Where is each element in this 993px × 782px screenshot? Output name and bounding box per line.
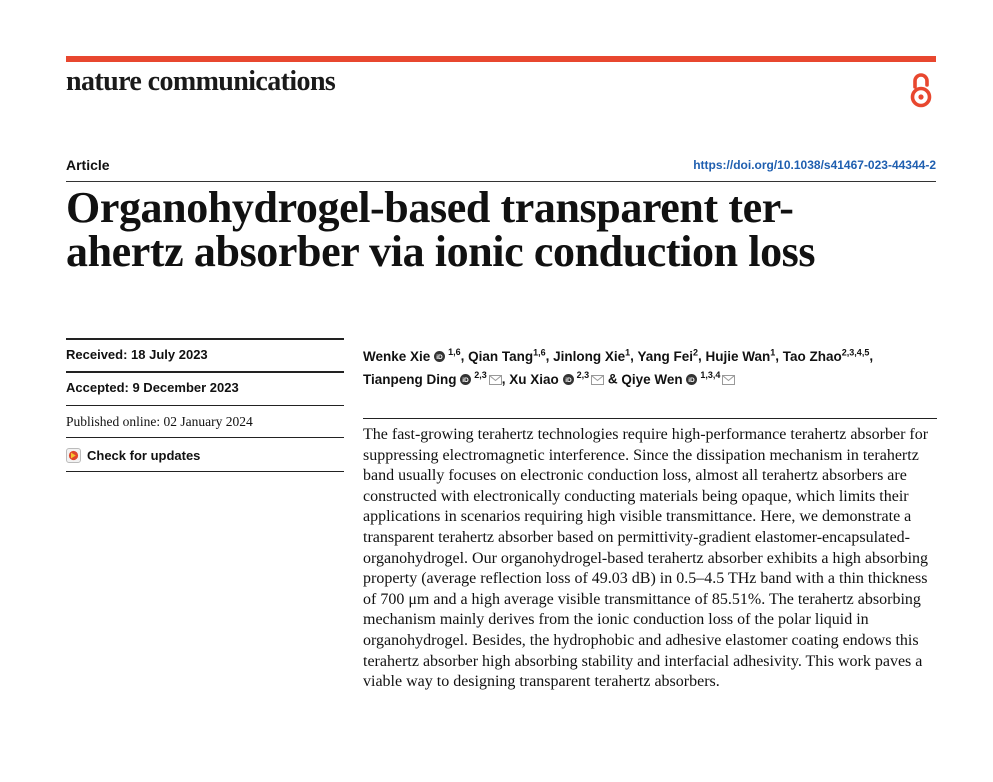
affiliation-sup: 1 <box>625 347 631 357</box>
email-icon[interactable] <box>591 375 604 385</box>
author-name[interactable] <box>553 349 630 364</box>
article-type: Article <box>66 157 110 173</box>
author-label: Wenke Xie <box>363 348 431 364</box>
check-updates-label: Check for updates <box>87 448 201 463</box>
received-date: Received: 18 July 2023 <box>66 347 208 362</box>
orcid-icon[interactable] <box>434 351 445 362</box>
author-name[interactable] <box>706 349 776 364</box>
affiliation-sup: 1,6 <box>448 347 461 357</box>
author-label: Hujie Wan <box>705 348 771 364</box>
author-name[interactable] <box>468 349 546 364</box>
affiliation-sup: 2,3,4,5 <box>841 347 870 357</box>
author-name[interactable] <box>621 372 735 387</box>
orcid-icon[interactable] <box>563 374 574 385</box>
author-label: Tao Zhao <box>782 348 842 364</box>
accent-bar <box>66 56 936 62</box>
title-line: Organohydrogel-based transparent ter- <box>66 183 794 232</box>
affiliation-sup: 1,3,4 <box>700 370 721 380</box>
check-for-updates-button[interactable] <box>66 448 200 463</box>
divider <box>66 338 344 340</box>
author-label: Qiye Wen <box>621 371 683 387</box>
author-name[interactable] <box>509 372 604 387</box>
author-name[interactable] <box>363 372 502 387</box>
affiliation-sup: 1,6 <box>533 347 546 357</box>
author-label: Tianpeng Ding <box>363 371 457 387</box>
divider <box>66 437 344 438</box>
author-label: Qian Tang <box>468 348 534 364</box>
author-name[interactable] <box>637 349 698 364</box>
orcid-icon[interactable] <box>460 374 471 385</box>
title-line: ahertz absorber via ionic conduction loss <box>66 227 816 276</box>
divider <box>363 418 937 419</box>
svg-text:iD: iD <box>688 376 696 384</box>
divider <box>66 181 936 182</box>
author-separator: , <box>630 348 638 364</box>
check-updates-icon <box>66 448 81 463</box>
author-list <box>363 343 938 389</box>
published-date: Published online: 02 January 2024 <box>66 414 253 429</box>
doi-link[interactable]: https://doi.org/10.1038/s41467-023-44344-2 <box>693 158 936 172</box>
orcid-icon[interactable] <box>686 374 697 385</box>
affiliation-sup: 2 <box>692 347 698 357</box>
author-separator: , <box>869 348 874 364</box>
author-separator: , <box>501 371 510 387</box>
affiliation-sup: 1 <box>770 347 776 357</box>
abstract: The fast-growing terahertz technologies require high-performance terahertz absorber for suppressing electromagnetic interference. Since the dissipation mechanism in terahertz band usually focuses on electronic conduction loss, almost all terahertz absorbers are constructed with electronically conducting materials being opaque, which limits their applications in scenarios requiring high visible transmittance. Here, we demonstrate a transparent terahertz absorber based on permittivity-gradient elastomer-encapsulated-organohydrogel. Our organohydrogel-based terahertz absorber exhibits a high absorbing property (average reflection loss of 49.03 dB) in 0.5–4.5 THz band with a thin thickness of 700 μm and a high average visible transmittance of 85.51%. The terahertz absorbing mechanism mainly derives from the ionic conduction loss of the polar liquid in organohydrogel. Besides, the hydrophobic and adhesive elastomer coating endows this terahertz absorber high absorbing stability and interfacial adhesivity. This work paves a viable way to designing transparent terahertz absorbers. <box>363 426 929 691</box>
author-name[interactable] <box>363 349 461 364</box>
svg-text:iD: iD <box>462 376 470 384</box>
author-separator: , <box>545 348 554 364</box>
author-separator: , <box>775 348 783 364</box>
svg-text:iD: iD <box>436 353 443 361</box>
author-label: Jinlong Xie <box>553 348 626 364</box>
affiliation-sup: 2,3 <box>474 370 487 380</box>
divider <box>66 471 344 472</box>
article-title <box>66 183 926 276</box>
author-separator: & <box>604 371 622 387</box>
author-label: Xu Xiao <box>509 371 559 387</box>
journal-name[interactable]: nature communications <box>66 66 336 97</box>
divider <box>66 371 344 373</box>
author-separator: , <box>697 348 706 364</box>
email-icon[interactable] <box>722 375 735 385</box>
affiliation-sup: 2,3 <box>576 370 590 380</box>
email-icon[interactable] <box>489 375 502 385</box>
author-name[interactable] <box>783 349 870 364</box>
accepted-date: Accepted: 9 December 2023 <box>66 380 239 395</box>
divider <box>66 405 344 406</box>
open-access-icon[interactable] <box>908 72 934 108</box>
author-separator: , <box>460 348 469 364</box>
svg-text:iD: iD <box>564 376 572 384</box>
author-label: Yang Fei <box>637 348 693 364</box>
